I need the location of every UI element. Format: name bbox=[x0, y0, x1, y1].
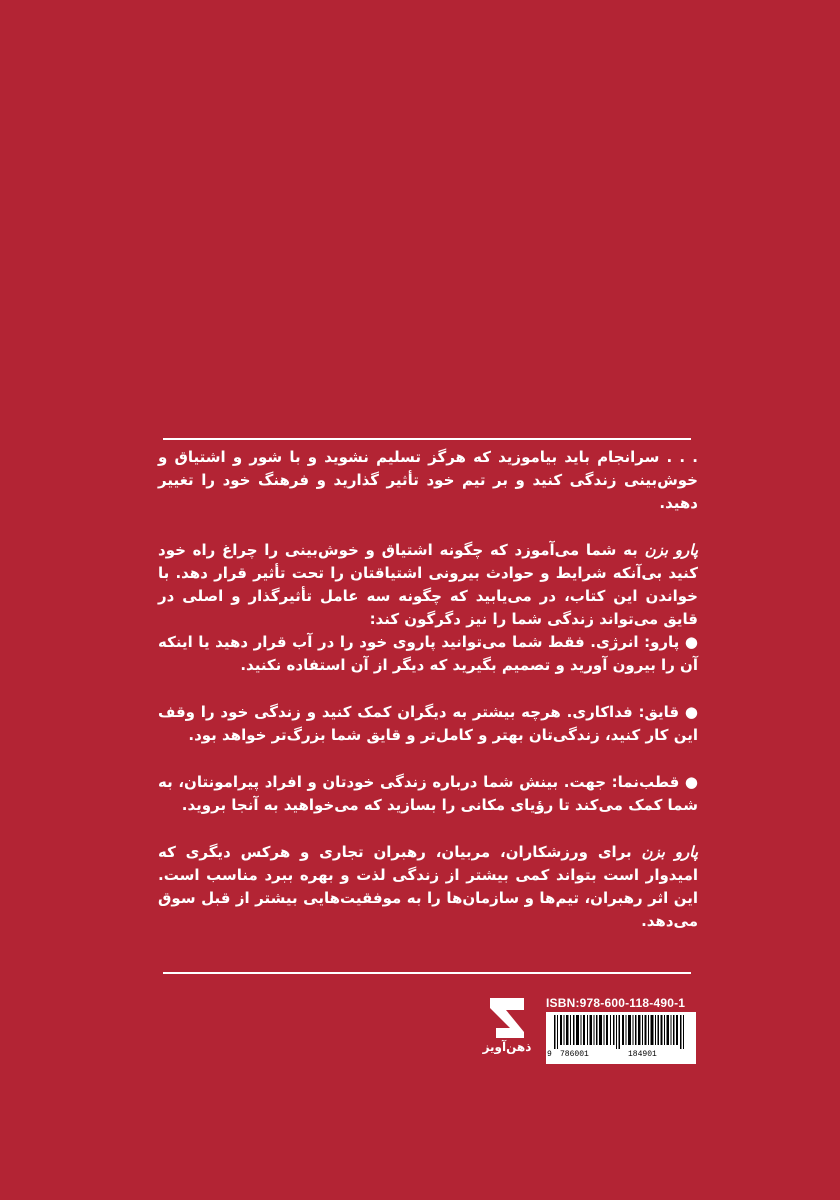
publisher-name: ذهن‌آویز bbox=[482, 1040, 532, 1054]
description-text: به شما می‌آموزد که چگونه اشتیاق و خوش‌بینی را چراغ راه خود کنید بی‌آنکه شرایط و حوادث بیرونی اشتیاقتان را تحت تأثیر قرار دهد. با خواندن این کتاب، در می‌یابید که چگونه سه عامل تأثیرگذار و اصلی در قایق می‌تواند زندگی شما را نیز دگرگون کند: bbox=[158, 541, 698, 628]
barcode-digit-lead: 9 bbox=[547, 1050, 552, 1059]
intro-paragraph: . . . سرانجام باید بیاموزید که هرگز تسلیم نشوید و با شور و اشتیاق و خوش‌بینی زندگی کنید و بر تیم خود تأثیر گذارید و فرهنگ خود را تغییر دهید. bbox=[158, 448, 698, 512]
bullet-paddle: ● پارو: انرژی. فقط شما می‌توانید پاروی خود را در آب قرار دهید یا اینکه آن را بیرون آورید و تصمیم بگیرید که دیگر از آن استفاده نکنید. bbox=[158, 633, 698, 674]
back-cover-blurb bbox=[158, 446, 698, 933]
description-paragraph bbox=[158, 539, 698, 631]
closing-paragraph bbox=[158, 841, 698, 933]
closing-text: برای ورزشکاران، مربیان، رهبران تجاری و هرکس دیگری که امیدوار است بتواند کمی بیشتر از زندگی لذت و بهره ببرد مناسب است. این اثر رهبران، تیم‌ها و سازمان‌ها را به موفقیت‌هایی بیشتر از قبل سوق می‌دهد. bbox=[158, 843, 698, 930]
book-title-inline-2: پارو بزن bbox=[641, 843, 698, 861]
barcode-digits-right: 184901 bbox=[628, 1050, 657, 1059]
isbn-label: ISBN:978-600-118-490-1 bbox=[546, 996, 686, 1010]
barcode bbox=[546, 1012, 696, 1064]
book-title-inline: پارو بزن bbox=[644, 541, 699, 559]
barcode-digits-left: 786001 bbox=[560, 1050, 589, 1059]
bottom-divider bbox=[163, 972, 691, 974]
bullet-compass: ● قطب‌نما: جهت. بینش شما درباره زندگی خودتان و افراد پیرامونتان، به شما کمک می‌کند تا رؤیای مکانی را بسازید که می‌خواهید به آنجا بروید. bbox=[158, 773, 698, 814]
top-divider bbox=[163, 438, 691, 440]
barcode-bars bbox=[552, 1015, 690, 1049]
bullet-boat: ● قایق: فداکاری. هرچه بیشتر به دیگران کمک کنید و زندگی خود را وقف این کار کنید، زندگی‌تان بهتر و کامل‌تر و قایق شما بزرگ‌تر خواهد بود. bbox=[158, 703, 698, 744]
